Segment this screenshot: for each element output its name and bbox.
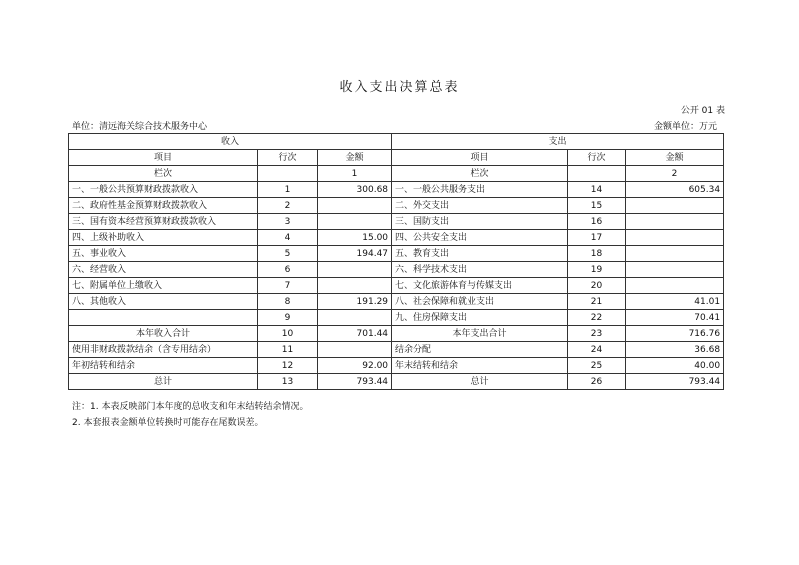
income-item: 本年收入合计 xyxy=(69,326,258,342)
expense-amount: 70.41 xyxy=(626,310,724,326)
income-row-no: 5 xyxy=(258,246,318,262)
income-item: 五、事业收入 xyxy=(69,246,258,262)
empty-cell xyxy=(568,166,626,182)
income-amount xyxy=(318,310,392,326)
expense-row-no: 14 xyxy=(568,182,626,198)
expense-item: 四、公共安全支出 xyxy=(392,230,568,246)
income-item: 三、国有资本经营预算财政拨款收入 xyxy=(69,214,258,230)
expense-row-no: 20 xyxy=(568,278,626,294)
income-row-no: 1 xyxy=(258,182,318,198)
empty-cell xyxy=(258,166,318,182)
income-amount: 793.44 xyxy=(318,374,392,390)
reserve-row xyxy=(69,342,724,358)
expense-item: 二、外交支出 xyxy=(392,198,568,214)
expense-item: 五、教育支出 xyxy=(392,246,568,262)
expense-item: 总计 xyxy=(392,374,568,390)
expense-amount xyxy=(626,278,724,294)
section-header-row xyxy=(69,134,724,150)
expense-amount xyxy=(626,230,724,246)
expense-row-no: 21 xyxy=(568,294,626,310)
expense-amount: 40.00 xyxy=(626,358,724,374)
expense-row-no: 19 xyxy=(568,262,626,278)
table-row xyxy=(69,198,724,214)
income-item: 使用非财政拨款结余（含专用结余） xyxy=(69,342,258,358)
income-expense-table xyxy=(68,133,724,390)
income-amount xyxy=(318,278,392,294)
income-row-no: 13 xyxy=(258,374,318,390)
expense-section-header: 支出 xyxy=(392,134,724,150)
income-amount xyxy=(318,198,392,214)
expense-item: 结余分配 xyxy=(392,342,568,358)
expense-amount: 605.34 xyxy=(626,182,724,198)
expense-item: 九、住房保障支出 xyxy=(392,310,568,326)
table-row xyxy=(69,262,724,278)
table-row xyxy=(69,214,724,230)
income-row-no: 10 xyxy=(258,326,318,342)
expense-amount xyxy=(626,246,724,262)
note-2: 2. 本套报表金额单位转换时可能存在尾数误差。 xyxy=(72,418,264,428)
expense-amount: 793.44 xyxy=(626,374,724,390)
income-item: 七、附属单位上缴收入 xyxy=(69,278,258,294)
currency-unit: 金额单位：万元 xyxy=(653,122,717,132)
expense-amount xyxy=(626,214,724,230)
income-item: 六、经营收入 xyxy=(69,262,258,278)
income-row-no: 6 xyxy=(258,262,318,278)
report-title: 收入支出决算总表 xyxy=(339,80,460,95)
balance-row xyxy=(69,358,724,374)
expense-item: 年末结转和结余 xyxy=(392,358,568,374)
income-item: 二、政府性基金预算财政拨款收入 xyxy=(69,198,258,214)
expense-amount: 41.01 xyxy=(626,294,724,310)
expense-row-no: 17 xyxy=(568,230,626,246)
reporting-unit: 单位：清远海关综合技术服务中心 xyxy=(72,122,208,132)
expense-amount: 36.68 xyxy=(626,342,724,358)
income-row-no-header: 行次 xyxy=(258,150,318,166)
income-row-no: 12 xyxy=(258,358,318,374)
income-row-no: 8 xyxy=(258,294,318,310)
table-row xyxy=(69,230,724,246)
income-item-header: 项目 xyxy=(69,150,258,166)
expense-amount xyxy=(626,198,724,214)
table-row xyxy=(69,246,724,262)
expense-item: 一、一般公共服务支出 xyxy=(392,182,568,198)
income-item: 总计 xyxy=(69,374,258,390)
income-row-no: 4 xyxy=(258,230,318,246)
income-item: 年初结转和结余 xyxy=(69,358,258,374)
expense-row-no-header: 行次 xyxy=(568,150,626,166)
income-column-no-label: 栏次 xyxy=(69,166,258,182)
income-row-no: 3 xyxy=(258,214,318,230)
income-row-no: 7 xyxy=(258,278,318,294)
expense-item: 八、社会保障和就业支出 xyxy=(392,294,568,310)
expense-column-no: 2 xyxy=(626,166,724,182)
table-row xyxy=(69,278,724,294)
income-amount: 92.00 xyxy=(318,358,392,374)
expense-row-no: 16 xyxy=(568,214,626,230)
expense-item: 本年支出合计 xyxy=(392,326,568,342)
grand-total-row xyxy=(69,374,724,390)
income-amount: 194.47 xyxy=(318,246,392,262)
expense-row-no: 23 xyxy=(568,326,626,342)
expense-row-no: 22 xyxy=(568,310,626,326)
income-row-no: 2 xyxy=(258,198,318,214)
table-row xyxy=(69,294,724,310)
expense-amount-header: 金额 xyxy=(626,150,724,166)
expense-amount xyxy=(626,262,724,278)
income-item xyxy=(69,310,258,326)
income-amount: 300.68 xyxy=(318,182,392,198)
income-row-no: 9 xyxy=(258,310,318,326)
income-row-no: 11 xyxy=(258,342,318,358)
expense-item: 三、国防支出 xyxy=(392,214,568,230)
income-section-header: 收入 xyxy=(69,134,392,150)
expense-amount: 716.76 xyxy=(626,326,724,342)
income-amount xyxy=(318,342,392,358)
column-header-row xyxy=(69,150,724,166)
expense-row-no: 24 xyxy=(568,342,626,358)
note-1: 注：1. 本表反映部门本年度的总收支和年末结转结余情况。 xyxy=(72,402,309,412)
table-row xyxy=(69,182,724,198)
income-amount: 15.00 xyxy=(318,230,392,246)
expense-item: 七、文化旅游体育与传媒支出 xyxy=(392,278,568,294)
income-column-no: 1 xyxy=(318,166,392,182)
income-item: 八、其他收入 xyxy=(69,294,258,310)
column-number-row xyxy=(69,166,724,182)
income-item: 四、上级补助收入 xyxy=(69,230,258,246)
expense-row-no: 26 xyxy=(568,374,626,390)
expense-column-no-label: 栏次 xyxy=(392,166,568,182)
income-amount: 701.44 xyxy=(318,326,392,342)
expense-row-no: 25 xyxy=(568,358,626,374)
expense-item-header: 项目 xyxy=(392,150,568,166)
income-amount xyxy=(318,262,392,278)
table-row xyxy=(69,310,724,326)
income-amount: 191.29 xyxy=(318,294,392,310)
expense-item: 六、科学技术支出 xyxy=(392,262,568,278)
income-item: 一、一般公共预算财政拨款收入 xyxy=(69,182,258,198)
year-total-row xyxy=(69,326,724,342)
form-number: 公开 01 表 xyxy=(680,106,725,116)
income-amount xyxy=(318,214,392,230)
income-amount-header: 金额 xyxy=(318,150,392,166)
expense-row-no: 15 xyxy=(568,198,626,214)
expense-row-no: 18 xyxy=(568,246,626,262)
